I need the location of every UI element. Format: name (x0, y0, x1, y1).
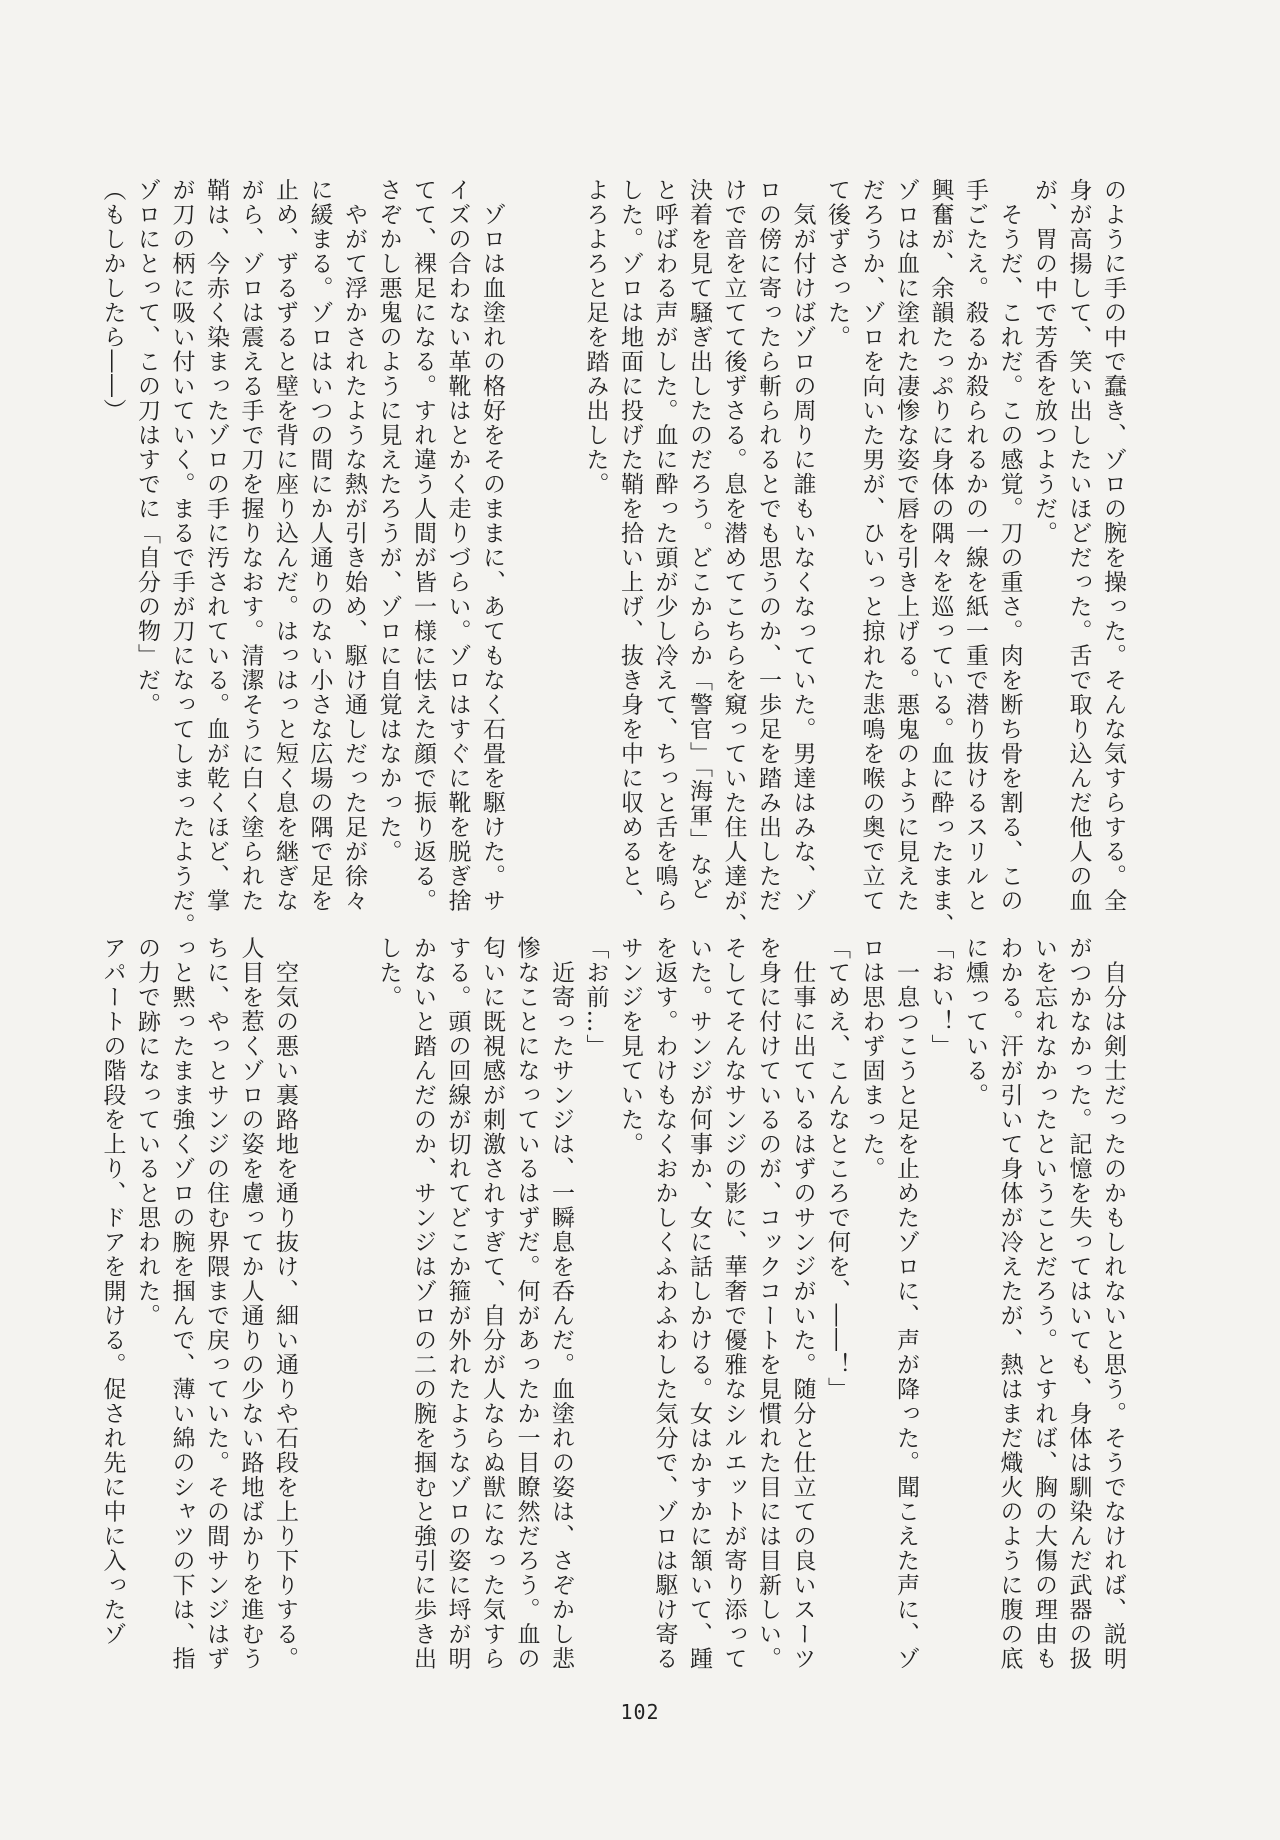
lower-text-block (99, 936, 1130, 1671)
text-column: 仕事に出ているはずのサンジがいた。随分と仕立ての良いスーツ (789, 936, 816, 1671)
text-column: ロの傍に寄ったら斬られるとでも思うのか、一歩足を踏み出しただ (755, 178, 781, 913)
text-column: っと黙ったまま強くゾロの腕を掴んで、薄い綿のシャツの下は、指 (168, 936, 195, 1671)
text-column: ゾロにとって、この刀はすでに「自分の物」だ。 (134, 178, 160, 717)
text-column: がら、ゾロは震える手で刀を握りなおす。清潔そうに白く塗られた (237, 178, 264, 913)
text-column: 決着を見て騒ぎ出したのだろう。どこからか「警官」「海軍」など (686, 178, 712, 902)
text-column: かないと踏んだのか、サンジはゾロの二の腕を掴むと強引に歩き出 (410, 936, 436, 1671)
page-number: 102 (620, 1700, 660, 1724)
text-column: を身に付けているのが、コックコートを見慣れた目には目新しい。 (755, 936, 781, 1671)
text-column (509, 178, 544, 876)
text-column: 気が付けばゾロの周りに誰もいなくなっていた。男達はみな、ゾ (789, 178, 816, 913)
text-column: 身が高揚して、笑い出したいほどだった。舌で取り込んだ他人の血 (1065, 178, 1092, 913)
text-column: 近寄ったサンジは、一瞬息を呑んだ。血塗れの姿は、さぞかし悲 (548, 936, 574, 1671)
text-column: した。 (375, 936, 402, 1010)
text-column: する。頭の回線が切れてどこか箍が外れたようなゾロの姿に埒が明 (444, 936, 471, 1671)
text-column: いを忘れなかったということだろう。とすれば、胸の大傷の理由も (1031, 936, 1057, 1671)
text-column: と呼ばわる声がした。血に酔った頭が少し冷えて、ちっと舌を鳴ら (651, 178, 678, 913)
text-column: 止め、ずるずると壁を背に座り込んだ。はっはっと短く息を継ぎな (272, 178, 298, 913)
text-column: 手ごたえ。殺るか殺られるかの一線を紙一重で潜り抜けるスリルと (962, 178, 988, 913)
text-column: が、胃の中で芳香を放つようだ。 (1031, 178, 1057, 546)
text-column: よろよろと足を踏み出した。 (582, 178, 609, 497)
text-column: そうだ、これだ。この感覚。刀の重さ。肉を断ち骨を割る、この (996, 178, 1023, 913)
text-column: （もしかしたら――） (99, 178, 126, 423)
text-column: てて、裸足になる。すれ違う人間が皆一様に怯えた顔で振り返る。 (410, 178, 436, 913)
text-column: やがて浮かされたような熱が引き始め、駆け通しだった足が徐々 (341, 178, 367, 913)
text-column: ゾロは血塗れの格好をそのままに、あてもなく石畳を駆けた。サ (479, 178, 505, 913)
text-column: 惨なことになっているはずだ。何があったか一目瞭然だろう。血の (513, 936, 540, 1671)
text-column: 興奮が、余韻たっぷりに身体の隅々を巡っている。血に酔ったまま、 (927, 178, 954, 938)
text-column: 「お前…」 (582, 936, 609, 1059)
text-column: 人目を惹くゾロの姿を慮ってか人通りの少ない路地ばかりを進むう (237, 936, 264, 1671)
text-column (544, 178, 579, 876)
text-column: 匂いに既視感が刺激されすぎて、自分が人ならぬ獣になった気すら (479, 936, 505, 1671)
text-column: 自分は剣士だったのかもしれないと思う。そうでなければ、説明 (1100, 936, 1126, 1671)
text-column (337, 936, 372, 1634)
text-column: サンジを見ていた。 (617, 936, 643, 1157)
text-column: イズの合わない革靴はとかく走りづらい。ゾロはすぐに靴を脱ぎ捨 (444, 178, 471, 913)
text-column: アパートの階段を上り、ドアを開ける。促され先に中に入ったゾ (99, 936, 126, 1647)
text-column: 一息つこうと足を止めたゾロに、声が降った。聞こえた声に、ゾ (893, 936, 919, 1671)
text-column: て後ずさった。 (824, 178, 850, 350)
upper-text-block (99, 178, 1130, 938)
text-column: そしてそんなサンジの影に、華奢で優雅なシルエットが寄り添って (720, 936, 747, 1671)
text-column: 空気の悪い裏路地を通り抜け、細い通りや石段を上り下りする。 (272, 936, 298, 1671)
text-column: わかる。汗が引いて身体が冷えたが、熱はまだ熾火のように腹の底 (996, 936, 1023, 1671)
text-column: だろうか、ゾロを向いた男が、ひいっと掠れた悲鳴を喉の奥で立て (858, 178, 885, 913)
text-column: のように手の中で蠢き、ゾロの腕を操った。そんな気すらする。全 (1100, 178, 1126, 913)
text-column: 「てめえ、こんなところで何を、――！」 (824, 936, 850, 1402)
text-column: が刀の柄に吸い付いていく。まるで手が刀になってしまったようだ。 (168, 178, 195, 938)
text-column: ロは思わず固まった。 (858, 936, 885, 1181)
text-column: けで音を立てて後ずさる。息を潜めてこちらを窺っていた住人達が、 (720, 178, 747, 938)
text-column: の力で跡になっていると思われた。 (134, 936, 160, 1328)
text-column: に緩まる。ゾロはいつの間にか人通りのない小さな広場の隅で足を (306, 178, 333, 913)
text-column: ちに、やっとサンジの住む界隈まで戻っていた。その間サンジはず (203, 936, 229, 1671)
text-column: さぞかし悪鬼のように見えたろうが、ゾロに自覚はなかった。 (375, 178, 402, 864)
text-column: がつかなかった。記憶を失ってはいても、身体は馴染んだ武器の扱 (1065, 936, 1092, 1671)
text-column: いた。サンジが何事か、女に話しかける。女はかすかに頷いて、踵 (686, 936, 712, 1671)
text-column: した。ゾロは地面に投げた鞘を拾い上げ、抜き身を中に収めると、 (617, 178, 643, 913)
text-column (302, 936, 337, 1634)
text-column: に燻っている。 (962, 936, 988, 1108)
text-column: ゾロは血に塗れた凄惨な姿で唇を引き上げる。悪鬼のように見えた (893, 178, 919, 913)
text-column: を返す。わけもなくおかしくふわふわした気分で、ゾロは駆け寄る (651, 936, 678, 1671)
text-column: 「おい！」 (927, 936, 954, 1059)
text-column: 鞘は、今赤く染まったゾロの手に汚されている。血が乾くほど、掌 (203, 178, 229, 913)
